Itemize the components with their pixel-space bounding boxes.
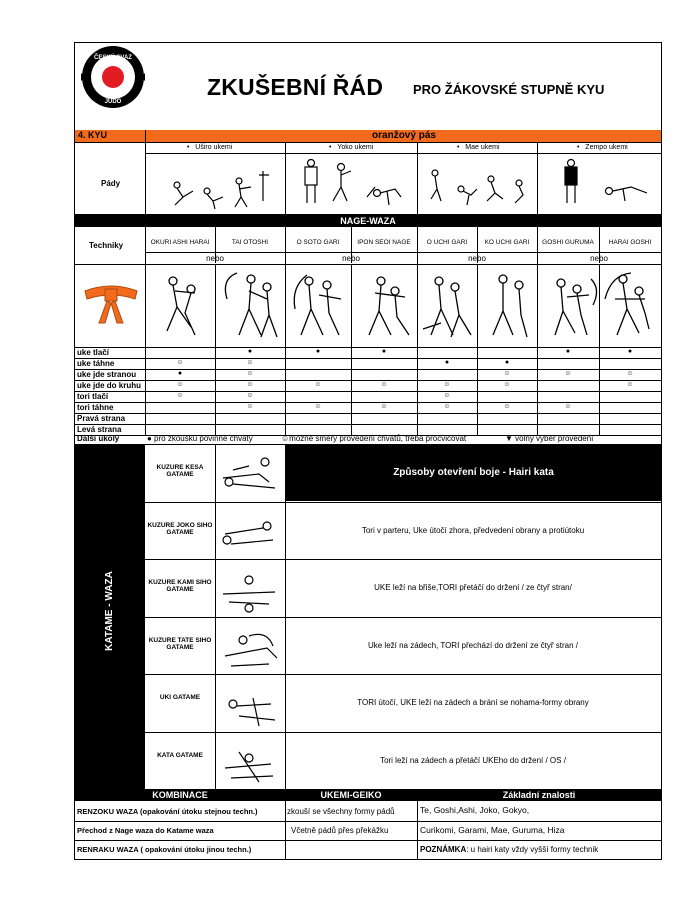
katame-technique: KUZURE KESA GATAME (156, 464, 204, 478)
kombinace-3: RENRAKU WAZA ( opakování útoku jinou techn.) (77, 845, 252, 854)
throw-figures (151, 269, 651, 343)
matrix-row-label: uke jde do kruhu (77, 381, 142, 390)
kombinace-2: Přechod z Nage waza do Katame waza (77, 826, 214, 835)
matrix-cell: ☺ (176, 392, 184, 399)
pady-item-4: • Zempo ukemi (577, 144, 628, 151)
matrix-row-label: uke tlačí (77, 348, 110, 357)
svg-text:ČESKÝ SVAZ: ČESKÝ SVAZ (94, 55, 132, 61)
grade-bar (75, 130, 661, 142)
matrix-cell: ☺ (564, 370, 572, 377)
exam-sheet (74, 42, 662, 860)
page-subtitle: PRO ŽÁKOVSKÉ STUPNĚ KYU (413, 82, 605, 97)
matrix-cell: ☺ (246, 359, 254, 366)
matrix-cell: ☺ (443, 403, 451, 410)
katame-description: Tori leží na zádech a přetáčí UKEho do držení / OS / (380, 755, 566, 765)
fall-figure-mae (425, 159, 533, 211)
matrix-cell: ☺ (380, 403, 388, 410)
dalsi-label: Další úkoly (77, 434, 120, 443)
czech-judo-logo (81, 45, 145, 109)
matrix-row-label: Pravá strana (77, 414, 126, 423)
katame-technique: KUZURE JOKO SIHO GATAME (147, 521, 213, 536)
matrix-cell: ● (565, 348, 571, 355)
fall-figure-yoko (297, 157, 407, 211)
matrix-cell: ☺ (564, 403, 572, 410)
matrix-cell: ● (504, 359, 510, 366)
technique-6: KO UCHI GARI (484, 239, 530, 246)
technique-1: OKURI ASHI HARAI (150, 239, 210, 246)
svg-text:JUDO: JUDO (104, 99, 122, 105)
matrix-cell: ☺ (443, 381, 451, 388)
katame-technique: UKI GATAME (159, 694, 201, 701)
techniques-label: Techniky (89, 241, 124, 250)
matrix-cell: ☺ (503, 370, 511, 377)
nebo-4: nebo (590, 254, 608, 263)
matrix-cell: ● (381, 348, 387, 355)
matrix-row-label: tori tlačí (77, 392, 109, 401)
fall-figure-ushiro (165, 161, 275, 211)
bottom-header-band: KOMBINACE UKEMI-GEIKO Základní znalosti (75, 789, 661, 801)
katame-technique: KUZURE TATE SIHO GATAME (148, 636, 212, 651)
katame-technique: KATA GATAME (157, 751, 203, 759)
matrix-cell: ● (177, 370, 183, 377)
matrix-cell: ☺ (626, 370, 634, 377)
dalsi-legend-b: ☺možné směry provedení chvatů, třeba procvičovat (281, 434, 467, 443)
nage-waza-band: NAGE-WAZA (75, 215, 661, 227)
katame-technique: KUZURE KAMI SIHO GATAME (148, 579, 212, 593)
znalosti-1: Te, Goshi,Ashi, Joko, Gokyo, (420, 805, 530, 815)
technique-8: HARAI GOSHI (608, 239, 652, 246)
technique-3: O SOTO GARI (296, 239, 340, 246)
pady-item-1: • Uširo ukemi (187, 144, 233, 151)
matrix-cell: ☺ (314, 381, 322, 388)
matrix-cell: ☺ (246, 381, 254, 388)
orange-belt-icon (81, 279, 141, 325)
matrix-cell: ☺ (443, 392, 451, 399)
matrix-cell: ☺ (246, 403, 254, 410)
katame-side-band: KATAME - WAZA (75, 444, 145, 789)
katame-description: UKE leží na břiše,TORI přetáčí do držení / ze čtyř stran/ (374, 583, 572, 592)
matrix-cell: ● (627, 348, 633, 355)
grade-belt: oranžový pás (372, 130, 436, 141)
ukemi-1: zkouší se všechny formy pádů (287, 807, 395, 816)
page-title: ZKUŠEBNÍ ŘÁD (207, 74, 384, 100)
technique-5: O UCHI GARI (426, 239, 468, 246)
technique-7: GOSHI GURUMA (542, 239, 594, 246)
katame-description: Tori v parteru, Uke útočí zhora, předvedení obrany a protiútoku (361, 525, 585, 535)
technique-4: IPON SEOI NAGE (357, 239, 411, 246)
matrix-cell: ☺ (503, 381, 511, 388)
matrix-row-label: uke táhne (77, 359, 115, 368)
ukemi-2: Včetně pádů přes překážku (291, 826, 389, 835)
hairi-kata-header: Způsoby otevření boje - Hairi kata (286, 444, 661, 501)
pady-item-3: • Mae ukemi (457, 144, 500, 151)
katame-description: TORI útočí, UKE leží na zádech a brání se nohama-formy obrany (357, 698, 589, 707)
poznamka: POZNÁMKA: u hairi katy vždy vyšší formy technik (420, 845, 599, 854)
technique-2: TAI OTOSHI (231, 239, 269, 246)
kombinace-1: RENZOKU WAZA (opakování útoku stejnou techn.) (77, 807, 258, 816)
matrix-cell: ● (444, 359, 450, 366)
matrix-cell: ☺ (626, 381, 634, 388)
dalsi-legend-a: ● pro zkoušku povinné chvaty (147, 434, 253, 443)
matrix-row-label: uke jde stranou (77, 370, 137, 379)
matrix-cell: ☺ (246, 370, 254, 377)
matrix-cell: ☺ (503, 403, 511, 410)
nebo-2: nebo (342, 254, 360, 263)
matrix-cell: ● (247, 348, 253, 355)
matrix-row-label: tori táhne (77, 403, 114, 412)
matrix-cell: ● (315, 348, 321, 355)
grade-kyu: 4. KYU (78, 130, 108, 140)
znalosti-2: Curikomi, Garami, Mae, Guruma, Hiza (420, 825, 565, 835)
dalsi-legend-c: ▼ volný výběr provedení (505, 434, 594, 443)
fall-figure-zempo (551, 157, 655, 211)
nebo-1: nebo (206, 254, 224, 263)
matrix-cell: ☺ (380, 381, 388, 388)
nebo-3: nebo (468, 254, 486, 263)
matrix-cell: ☺ (246, 392, 254, 399)
pady-label: Pády (101, 179, 121, 188)
matrix-cell: ☺ (176, 381, 184, 388)
pady-item-2: • Yoko ukemi (329, 144, 374, 151)
katame-description: Uke leží na zádech, TORI přechází do držení ze čtyř stran / (367, 640, 579, 650)
matrix-row-label: Levá strana (77, 425, 122, 434)
katame-figures (219, 448, 281, 784)
matrix-cell: ☺ (176, 359, 184, 366)
matrix-cell: ☺ (314, 403, 322, 410)
